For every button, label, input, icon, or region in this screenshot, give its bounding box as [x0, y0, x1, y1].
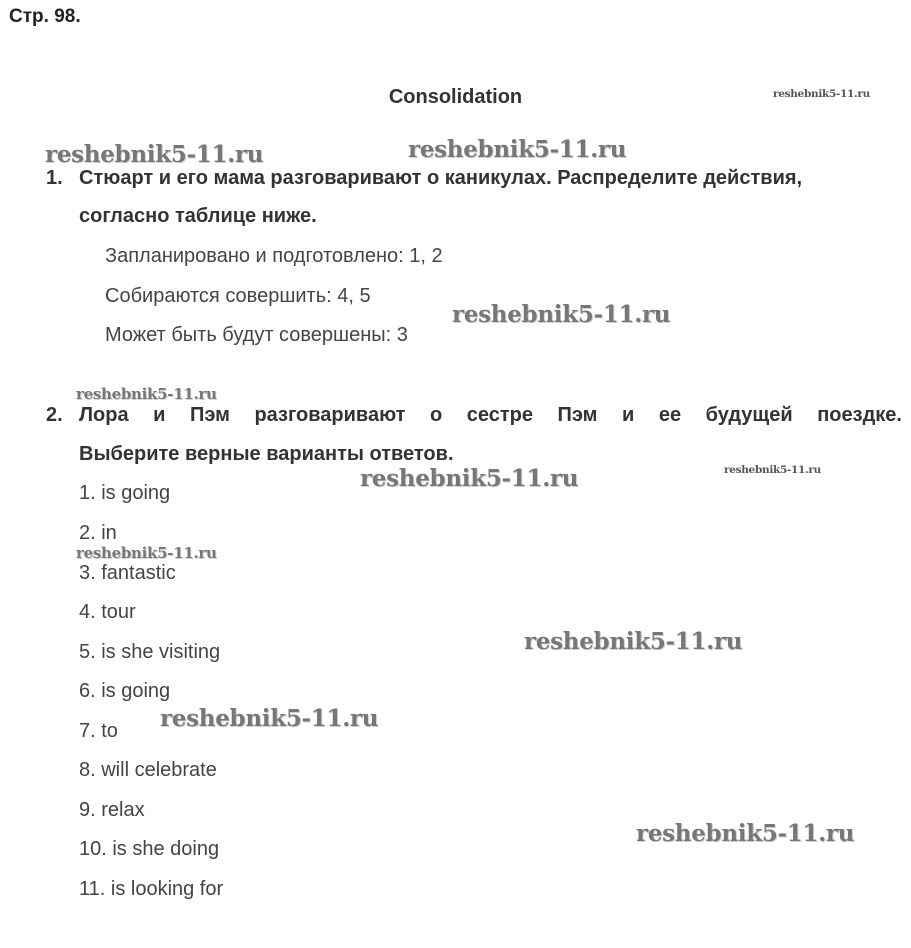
word: и — [622, 404, 635, 426]
task-2-answer: 10. is she doing — [79, 838, 220, 860]
page-ref: Стр. 98. — [9, 6, 81, 27]
watermark: reshebnik5-11.ru — [452, 301, 671, 328]
task-1-answer: Собираются совершить: 4, 5 — [105, 285, 371, 307]
word: Пэм — [557, 404, 598, 426]
task-2-answer: 11. is looking for — [79, 878, 224, 900]
watermark: reshebnik5-11.ru — [45, 141, 264, 168]
task-1-instruction-line-2: согласно таблице ниже. — [79, 205, 317, 227]
task-2-answer: 3. fantastic — [79, 562, 176, 584]
word: о — [429, 404, 443, 426]
task-2-answer: 6. is going — [79, 680, 171, 702]
watermark: reshebnik5-11.ru — [773, 88, 870, 100]
task-1-answer: Может быть будут совершены: 3 — [105, 324, 408, 346]
watermark: reshebnik5-11.ru — [160, 705, 379, 732]
task-2-instruction-line-1 — [79, 404, 902, 427]
watermark: reshebnik5-11.ru — [724, 464, 821, 476]
word: будущей — [705, 404, 793, 426]
task-1-instruction-line-1: Стюарт и его мама разговаривают о каникулах. Распределите действия, — [79, 167, 803, 189]
task-2-answer: 8. will celebrate — [79, 759, 217, 781]
watermark: reshebnik5-11.ru — [360, 465, 579, 492]
word: сестре — [466, 404, 533, 426]
task-1-answer: Запланировано и подготовлено: 1, 2 — [105, 245, 443, 267]
task-2-answer: 1. is going — [79, 482, 171, 504]
task-2-answer: 2. in — [79, 522, 117, 544]
watermark: reshebnik5-11.ru — [408, 136, 627, 163]
word: ее — [658, 404, 682, 426]
task-2-answer: 7. to — [79, 720, 118, 742]
watermark: reshebnik5-11.ru — [524, 628, 743, 655]
section-title: Consolidation — [388, 86, 523, 108]
task-2-answer: 5. is she visiting — [79, 641, 221, 663]
watermark: reshebnik5-11.ru — [76, 544, 217, 562]
task-2-instruction-line-2: Выберите верные варианты ответов. — [79, 443, 454, 465]
watermark: reshebnik5-11.ru — [636, 820, 855, 847]
word: Лора — [79, 404, 129, 426]
word: Пэм — [189, 404, 230, 426]
word: разговаривают — [254, 404, 406, 426]
word: и — [153, 404, 166, 426]
word: поездке. — [817, 404, 902, 426]
task-1-number: 1. — [46, 167, 63, 189]
task-2-answer: 9. relax — [79, 799, 145, 821]
task-2-number: 2. — [46, 404, 63, 426]
task-2-answer: 4. tour — [79, 601, 136, 623]
watermark: reshebnik5-11.ru — [76, 385, 217, 403]
